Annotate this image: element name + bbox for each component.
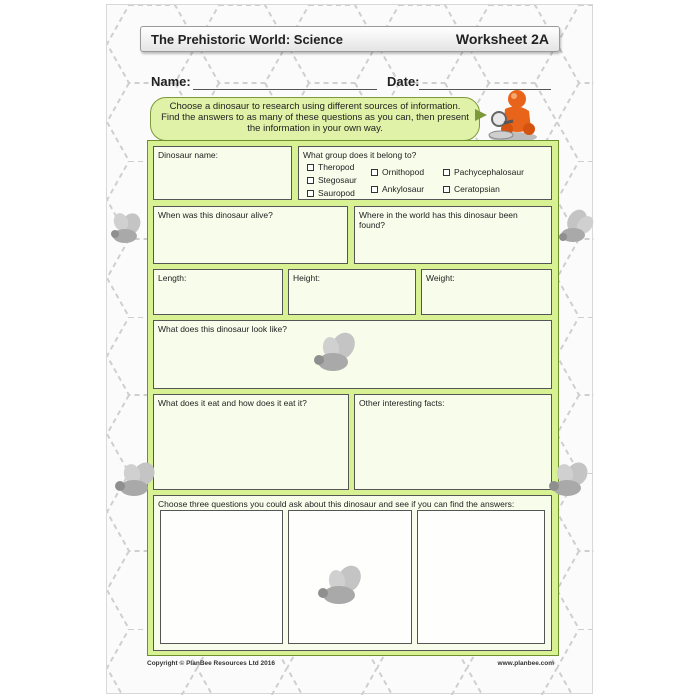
dinosaur-name-box[interactable] (153, 146, 292, 200)
name-line[interactable] (193, 89, 377, 90)
fly-icon (313, 563, 369, 609)
box-label: Where in the world has this dinosaur been found? (359, 210, 518, 230)
mascot-magnifier-icon (483, 85, 553, 143)
checkbox-ceratopsian[interactable]: Ceratopsian (443, 184, 500, 194)
checkbox-icon[interactable] (371, 186, 378, 193)
checkbox-icon[interactable] (443, 169, 450, 176)
worksheet-title: The Prehistoric World: Science (151, 32, 343, 47)
box-label: What does it eat and how does it eat it? (158, 398, 307, 408)
worksheet-number: Worksheet 2A (455, 31, 549, 47)
question-box-3[interactable] (417, 510, 545, 644)
checkbox-pachycephalosaur[interactable]: Pachycephalosaur (443, 167, 524, 177)
eat-box[interactable] (153, 394, 349, 490)
instruction-line: Choose a dinosaur to research using different sources of information. (169, 101, 461, 112)
when-alive-box[interactable] (153, 206, 348, 264)
weight-box[interactable] (421, 269, 552, 315)
website-text: www.planbee.com (497, 660, 554, 667)
date-label: Date: (387, 74, 420, 89)
box-label: Dinosaur name: (158, 150, 219, 160)
box-label: Height: (293, 273, 320, 283)
checkbox-icon[interactable] (307, 190, 314, 197)
checkbox-stegosaur[interactable]: Stegosaur (307, 175, 357, 185)
box-label: What does this dinosaur look like? (158, 324, 287, 334)
height-box[interactable] (288, 269, 416, 315)
checkbox-theropod[interactable]: Theropod (307, 162, 354, 172)
instruction-line: Find the answers to as many of these questions as you can, then present (161, 112, 469, 123)
worksheet-page (106, 4, 593, 694)
box-label: What group does it belong to? (303, 150, 417, 160)
where-found-box[interactable] (354, 206, 552, 264)
instruction-line: the information in your own way. (247, 123, 383, 134)
fly-icon (112, 460, 162, 500)
box-label: Choose three questions you could ask about this dinosaur and see if you can find the answers: (158, 499, 515, 509)
name-label: Name: (151, 74, 191, 89)
fly-icon (107, 210, 147, 246)
fly-icon (309, 330, 359, 376)
fly-icon (547, 460, 594, 500)
checkbox-icon[interactable] (371, 169, 378, 176)
checkbox-icon[interactable] (443, 186, 450, 193)
header-bar (140, 26, 560, 52)
checkbox-icon[interactable] (307, 164, 314, 171)
instruction-bubble (150, 97, 480, 141)
checkbox-icon[interactable] (307, 177, 314, 184)
facts-box[interactable] (354, 394, 552, 490)
box-label: Weight: (426, 273, 455, 283)
group-box (298, 146, 552, 200)
question-box-1[interactable] (160, 510, 283, 644)
box-label: When was this dinosaur alive? (158, 210, 273, 220)
checkbox-sauropod[interactable]: Sauropod (307, 188, 355, 198)
box-label: Length: (158, 273, 187, 283)
copyright-text: Copyright © PlanBee Resources Ltd 2016 (147, 660, 275, 667)
length-box[interactable] (153, 269, 283, 315)
checkbox-ornithopod[interactable]: Ornithopod (371, 167, 424, 177)
box-label: Other interesting facts: (359, 398, 445, 408)
checkbox-ankylosaur[interactable]: Ankylosaur (371, 184, 424, 194)
fly-icon (555, 207, 595, 247)
